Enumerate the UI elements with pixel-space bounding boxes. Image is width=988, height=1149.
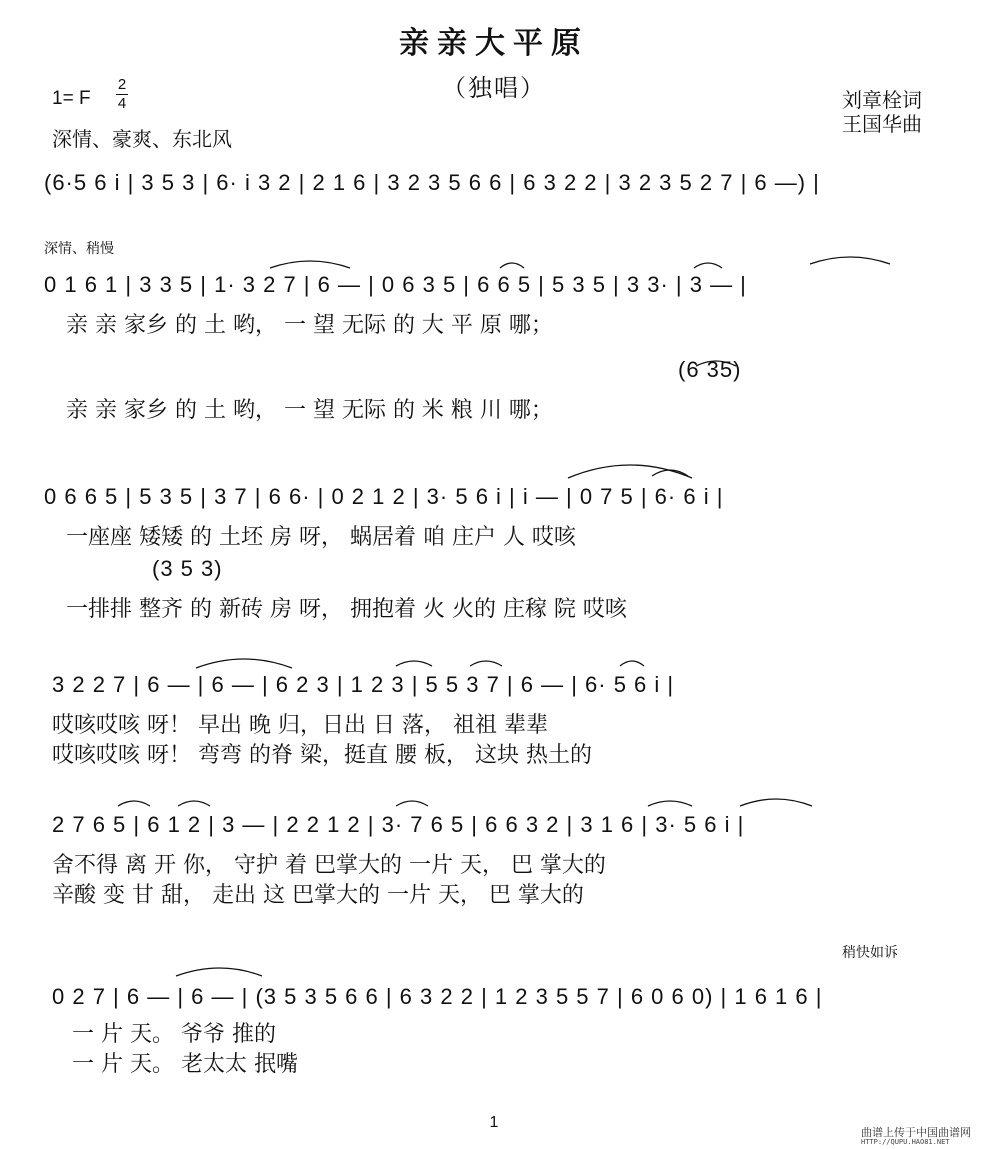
slur (270, 261, 350, 268)
meter-bottom: 4 (117, 95, 127, 112)
watermark-text: 曲谱上传于中国曲谱网 (861, 1126, 971, 1139)
slur (196, 659, 292, 668)
system-4-lyric-verse-1: 哎咳哎咳 呀！ 早出 晚 归，日出 日 落， 祖祖 辈辈 (52, 713, 548, 738)
system-2-tempo: 深情、稍慢 (44, 241, 114, 257)
page-title: 亲亲大平原 (399, 26, 589, 61)
slur (396, 661, 432, 666)
system-5-notes: 2 7 6 5 | 6 1 2 | 3 — | 2 2 1 2 | 3· 7 6 5 | 6 6 3 2 | 3 1 6 | 3· 5 6 i | (52, 812, 745, 837)
page-number: 1 (489, 1114, 499, 1131)
performance-mood: 深情、豪爽、东北风 (52, 127, 232, 151)
slur (396, 801, 428, 806)
lyricist-credit: 刘章栓词 (842, 88, 922, 112)
system-6-lyric-verse-1: 一 片 天。 爷爷 推的 (72, 1022, 276, 1047)
system-3-alt-notes: (3 5 3) (152, 556, 223, 581)
system-2-alt-notes: (6 35) (678, 357, 742, 382)
system-3-lyric-verse-2: 一排排 整齐 的 新砖 房 呀， 拥抱着 火 火的 庄稼 院 哎咳 (66, 597, 627, 622)
slur (470, 661, 502, 666)
slur (176, 968, 262, 976)
slur (118, 801, 150, 806)
slur (740, 799, 812, 806)
slur (694, 263, 722, 268)
system-2-lyric-verse-1: 亲 亲 家乡 的 土 哟， 一 望 无际 的 大 平 原 哪； (66, 313, 553, 338)
slur (178, 801, 210, 806)
system-4-lyric-verse-2: 哎咳哎咳 呀！ 弯弯 的脊 梁，挺直 腰 板， 这块 热土的 (52, 743, 592, 768)
system-5-lyric-verse-2: 辛酸 变 甘 甜， 走出 这 巴掌大的 一片 天， 巴 掌大的 (52, 883, 584, 908)
system-6-notes: 0 2 7 | 6 — | 6 — | (3 5 3 5 6 6 | 6 3 2 2 | 1 2 3 5 5 7 | 6 0 6 0) | 1 6 1 6 | (52, 984, 823, 1009)
system-2-lyric-verse-2: 亲 亲 家乡 的 土 哟， 一 望 无际 的 米 粮 川 哪； (66, 398, 553, 423)
slur (648, 801, 692, 806)
slur (568, 465, 692, 478)
system-3-notes: 0 6 6 5 | 5 3 5 | 3 7 | 6 6· | 0 2 1 2 | 3· 5 6 i | i — | 0 7 5 | 6· 6 i | (44, 484, 724, 509)
system-1-notes: (6·5 6 i | 3 5 3 | 6· i 3 2 | 2 1 6 | 3 2 3 5 6 6 | 6 3 2 2 | 3 2 3 5 2 7 | 6 —) | (44, 170, 820, 195)
system-5-lyric-verse-1: 舍不得 离 开 你， 守护 着 巴掌大的 一片 天， 巴 掌大的 (52, 853, 606, 878)
system-2-notes: 0 1 6 1 | 3 3 5 | 1· 3 2 7 | 6 — | 0 6 3 5 | 6 6 5 | 5 3 5 | 3 3· | 3 — | (44, 272, 747, 297)
slur (620, 661, 644, 666)
system-4-notes: 3 2 2 7 | 6 — | 6 — | 6 2 3 | 1 2 3 | 5 5 3 7 | 6 — | 6· 5 6 i | (52, 672, 675, 697)
system-6-lyric-verse-2: 一 片 天。 老太太 抿嘴 (72, 1052, 298, 1077)
watermark-url: HTTP://QUPU.HAO81.NET (861, 1138, 950, 1146)
subtitle: （独唱） (442, 74, 546, 102)
system-3-lyric-verse-1: 一座座 矮矮 的 土坯 房 呀， 蜗居着 咱 庄户 人 哎咳 (66, 525, 576, 550)
slur (810, 257, 890, 264)
slur (696, 361, 736, 366)
key-signature: 1= F (52, 88, 91, 109)
system-6-tempo: 稍快如诉 (842, 945, 898, 961)
composer-credit: 王国华曲 (842, 112, 922, 136)
slur (500, 263, 524, 268)
meter-top: 2 (117, 76, 127, 93)
